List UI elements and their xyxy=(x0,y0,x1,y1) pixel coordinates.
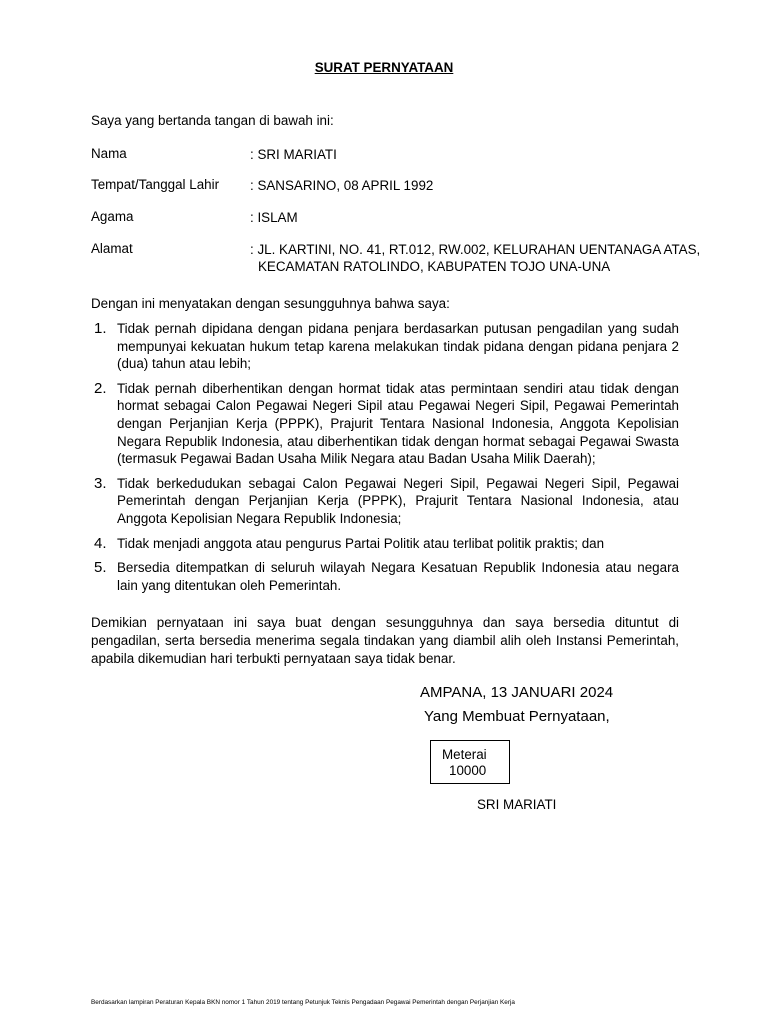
list-item xyxy=(91,320,679,373)
address-line-2: KECAMATAN RATOLINDO, KABUPATEN TOJO UNA-UNA xyxy=(258,259,611,274)
statement-list xyxy=(91,320,679,601)
stamp-value: 10000 xyxy=(449,763,487,778)
field-value: : SRI MARIATI xyxy=(250,147,337,162)
list-item xyxy=(91,475,679,528)
list-item xyxy=(91,535,679,553)
field-value xyxy=(250,241,730,275)
stamp-box xyxy=(430,740,510,784)
field-label: Tempat/Tanggal Lahir xyxy=(91,177,220,192)
list-text: Bersedia ditempatkan di seluruh wilayah Negara Kesatuan Republik Indonesia atau negara lain yang ditentukan oleh Pemerintah. xyxy=(117,560,679,593)
list-number: 3. xyxy=(94,474,107,492)
list-number: 2. xyxy=(94,379,107,397)
field-label: Alamat xyxy=(91,241,133,256)
field-label: Nama xyxy=(91,146,127,161)
list-text: Tidak pernah diberhentikan dengan hormat tidak atas permintaan sendiri atau tidak dengan hormat sebagai Calon Pegawai Negeri Sipil atau Pegawai Negeri Sipil, Pegawai Pemerintah dengan Perjanjian Kerja (PPPK), Prajurit Tentara Nasional Indonesia, Anggota Kepolisian Negara Republik Indonesia, atau diberhentikan tidak dengan hormat sebagai Pegawai Swasta (termasuk Pegawai Badan Usaha Milik Negara atau Badan Usaha Milik Daerah); xyxy=(117,380,679,467)
list-item xyxy=(91,559,679,594)
statement-intro: Dengan ini menyatakan dengan sesungguhnya bahwa saya: xyxy=(91,296,450,311)
list-text: Tidak menjadi anggota atau pengurus Partai Politik atau terlibat politik praktis; dan xyxy=(117,535,605,551)
address-line-1: : JL. KARTINI, NO. 41, RT.012, RW.002, KELURAHAN UENTANAGA ATAS, xyxy=(250,242,701,257)
list-number: 4. xyxy=(94,534,107,552)
stamp-label: Meterai xyxy=(442,747,487,762)
field-label: Agama xyxy=(91,209,134,224)
document-title: SURAT PERNYATAAN xyxy=(314,60,454,75)
field-value: : SANSARINO, 08 APRIL 1992 xyxy=(250,178,434,193)
list-text: Tidak berkedudukan sebagai Calon Pegawai Negeri Sipil, Pegawai Negeri Sipil, Pegawai Pemerintah dengan Perjanjian Kerja (PPPK), Prajurit Tentara Nasional Indonesia, atau Anggota Kepolisian Negara Republik Indonesia; xyxy=(117,475,679,526)
intro-text: Saya yang bertanda tangan di bawah ini: xyxy=(91,113,334,128)
signer-title: Yang Membuat Pernyataan, xyxy=(424,708,610,725)
signer-name: SRI MARIATI xyxy=(477,797,557,812)
place-date: AMPANA, 13 JANUARI 2024 xyxy=(420,684,614,701)
list-text: Tidak pernah dipidana dengan pidana penjara berdasarkan putusan pengadilan yang sudah mempunyai kekuatan hukum tetap karena melakukan tindak pidana dengan pidana penjara 2 (dua) tahun atau lebih; xyxy=(117,321,679,372)
list-number: 5. xyxy=(94,559,107,577)
footer-note: Berdasarkan lampiran Peraturan Kepala BKN nomor 1 Tahun 2019 tentang Petunjuk Teknis Pengadaan Pegawai Pemerintah dengan Perjanjian Kerja xyxy=(91,999,515,1006)
field-value: : ISLAM xyxy=(250,210,298,225)
closing-paragraph: Demikian pernyataan ini saya buat dengan sesungguhnya dan saya bersedia dituntut di pengadilan, serta bersedia menerima segala tindakan yang diambil alih oleh Instansi Pemerintah, apabila dikemudian hari terbukti pernyataan saya tidak benar. xyxy=(91,615,679,666)
list-number: 1. xyxy=(94,320,107,337)
list-item xyxy=(91,380,679,468)
